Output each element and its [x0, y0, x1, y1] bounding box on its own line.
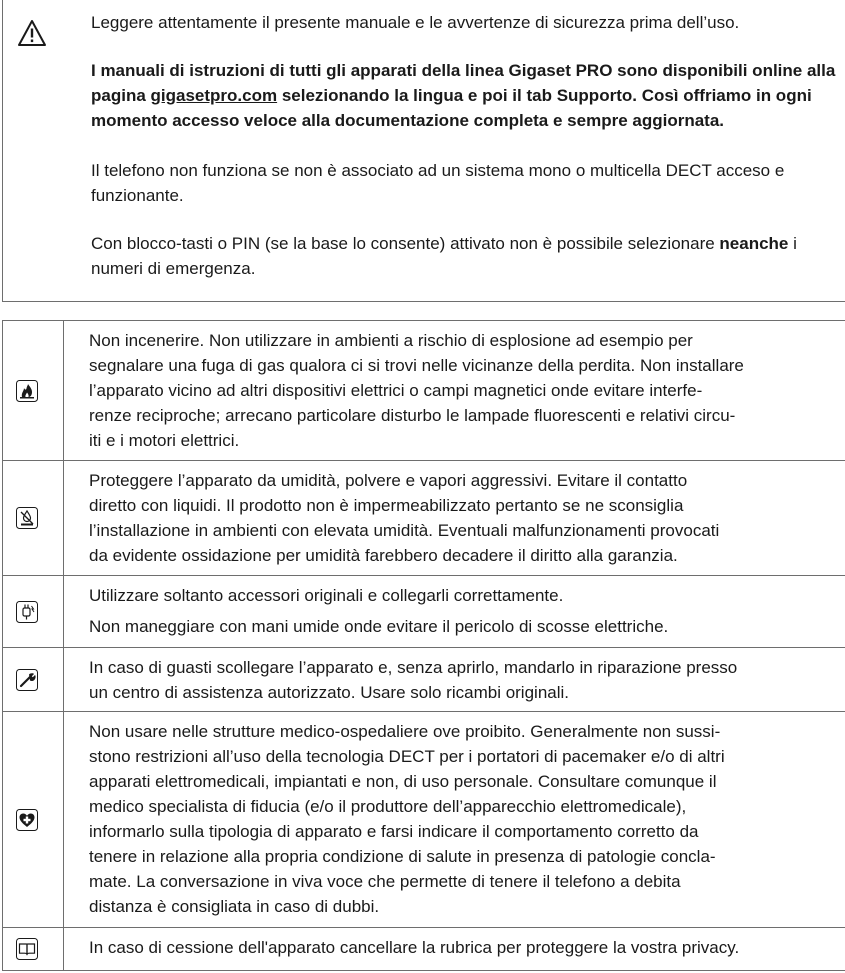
row-line: Proteggere l’apparato da umidità, polvere e vapori aggressivi. Evitare il contatto: [89, 471, 688, 490]
safety-warnings-table: [2, 320, 845, 971]
row-line: distanza è consigliata in caso di dubbi.: [89, 897, 380, 916]
warning-row-medical: [3, 712, 845, 928]
row-line: diretto con liquidi. Il prodotto non è impermeabilizzato pertanto se ne sconsiglia: [89, 496, 684, 515]
row-paragraph: Utilizzare soltanto accessori originali e collegarli correttamente.: [89, 586, 564, 605]
row-line: informarlo sulla tipologia di apparato e farsi indicare il comportamento corretto da: [89, 822, 699, 841]
intro-text: [91, 10, 841, 281]
row-line: Non usare nelle strutture medico-ospedaliere ove proibito. Generalmente non sussi-: [89, 722, 721, 741]
intro-paragraph-3: Il telefono non funziona se non è associato ad un sistema mono o multicella DECT acceso e funzionante.: [91, 161, 785, 205]
warning-row-repair: [3, 648, 845, 712]
row-line: un centro di assistenza autorizzato. Usare solo ricambi originali.: [89, 683, 570, 702]
warning-triangle-icon: [17, 18, 47, 48]
fire-explosion-icon: [16, 380, 38, 402]
heart-medical-icon: [16, 809, 38, 831]
row-line: mate. La conversazione in viva voce che permette di tenere il telefono a debita: [89, 872, 681, 891]
warning-row-moisture: [3, 461, 845, 576]
warning-row-text: [89, 935, 845, 960]
intro-paragraph-2: [91, 58, 841, 133]
row-line: segnalare una fuga di gas qualora ci si trovi nelle vicinanze della perdita. Non installare: [89, 356, 744, 375]
warning-row-icon-cell: [3, 321, 64, 460]
warning-row-icon-cell: [3, 648, 64, 711]
warning-row-fire: [3, 321, 845, 461]
intro-paragraph-4-part-1: Con blocco-tasti o PIN (se la base lo consente) attivato non è possibile selezionare: [91, 234, 720, 253]
intro-paragraph-4: [91, 231, 841, 281]
row-line: l’apparato vicino ad altri dispositivi elettrici o campi magnetici onde evitare interfe-: [89, 381, 703, 400]
warning-row-text: [89, 468, 845, 568]
power-plug-icon: [16, 601, 38, 623]
intro-paragraph-4-part-2: i numeri di emergenza.: [91, 234, 797, 278]
row-line: In caso di cessione dell'apparato cancellare la rubrica per proteggere la vostra privacy.: [89, 938, 740, 957]
warning-row-text: [89, 328, 845, 453]
warning-row-accessories: [3, 576, 845, 648]
warning-row-text: [89, 655, 845, 705]
row-line: iti e i motori elettrici.: [89, 431, 240, 450]
wrench-icon: [16, 669, 38, 691]
warning-row-text: [89, 583, 845, 639]
safety-intro-block: [2, 0, 845, 302]
warning-row-icon-cell: [3, 928, 64, 970]
row-line: l’installazione in ambienti con elevata umidità. Eventuali malfunzionamenti provocati: [89, 521, 720, 540]
warning-row-icon-cell: [3, 576, 64, 647]
warning-row-icon-cell: [3, 712, 64, 927]
warning-row-privacy: [3, 928, 845, 970]
warning-row-icon-cell: [3, 461, 64, 575]
row-line: renze reciproche; arrecano particolare disturbo le lampade fluorescenti e relativi circu-: [89, 406, 736, 425]
book-icon: [16, 938, 38, 960]
row-line: da evidente ossidazione per umidità farebbero decadere il diritto alla garanzia.: [89, 546, 678, 565]
gigasetpro-link[interactable]: gigasetpro.com: [150, 86, 278, 105]
row-line: stono restrizioni all’uso della tecnologia DECT per i portatori di pacemaker e/o di altri: [89, 747, 725, 766]
intro-paragraph-2-part-1: I manuali di istruzioni di tutti gli apparati della linea Gigaset PRO sono disponibili online alla pagina: [91, 61, 836, 105]
intro-paragraph-4-bold: neanche: [719, 234, 789, 253]
row-line: tenere in relazione alla propria condizione di salute in presenza di patologie concla-: [89, 847, 716, 866]
row-paragraph: Non maneggiare con mani umide onde evitare il pericolo di scosse elettriche.: [89, 617, 669, 636]
no-moisture-icon: [16, 507, 38, 529]
intro-paragraph-1: Leggere attentamente il presente manuale e le avvertenze di sicurezza prima dell’uso.: [91, 13, 740, 32]
intro-paragraph-2-part-2: selezionando la lingua e poi il tab Supporto. Così offriamo in ogni momento accesso veloce alla documentazione completa e sempre aggiornata.: [91, 86, 812, 130]
row-line: apparati elettromedicali, impiantati e non, di uso personale. Consultare comunque il: [89, 772, 717, 791]
row-line: In caso di guasti scollegare l’apparato e, senza aprirlo, mandarlo in riparazione presso: [89, 658, 738, 677]
row-line: Non incenerire. Non utilizzare in ambienti a rischio di esplosione ad esempio per: [89, 331, 693, 350]
row-line: medico specialista di fiducia (e/o il produttore dell’apparecchio elettromedicale),: [89, 797, 687, 816]
warning-row-text: [89, 719, 845, 919]
